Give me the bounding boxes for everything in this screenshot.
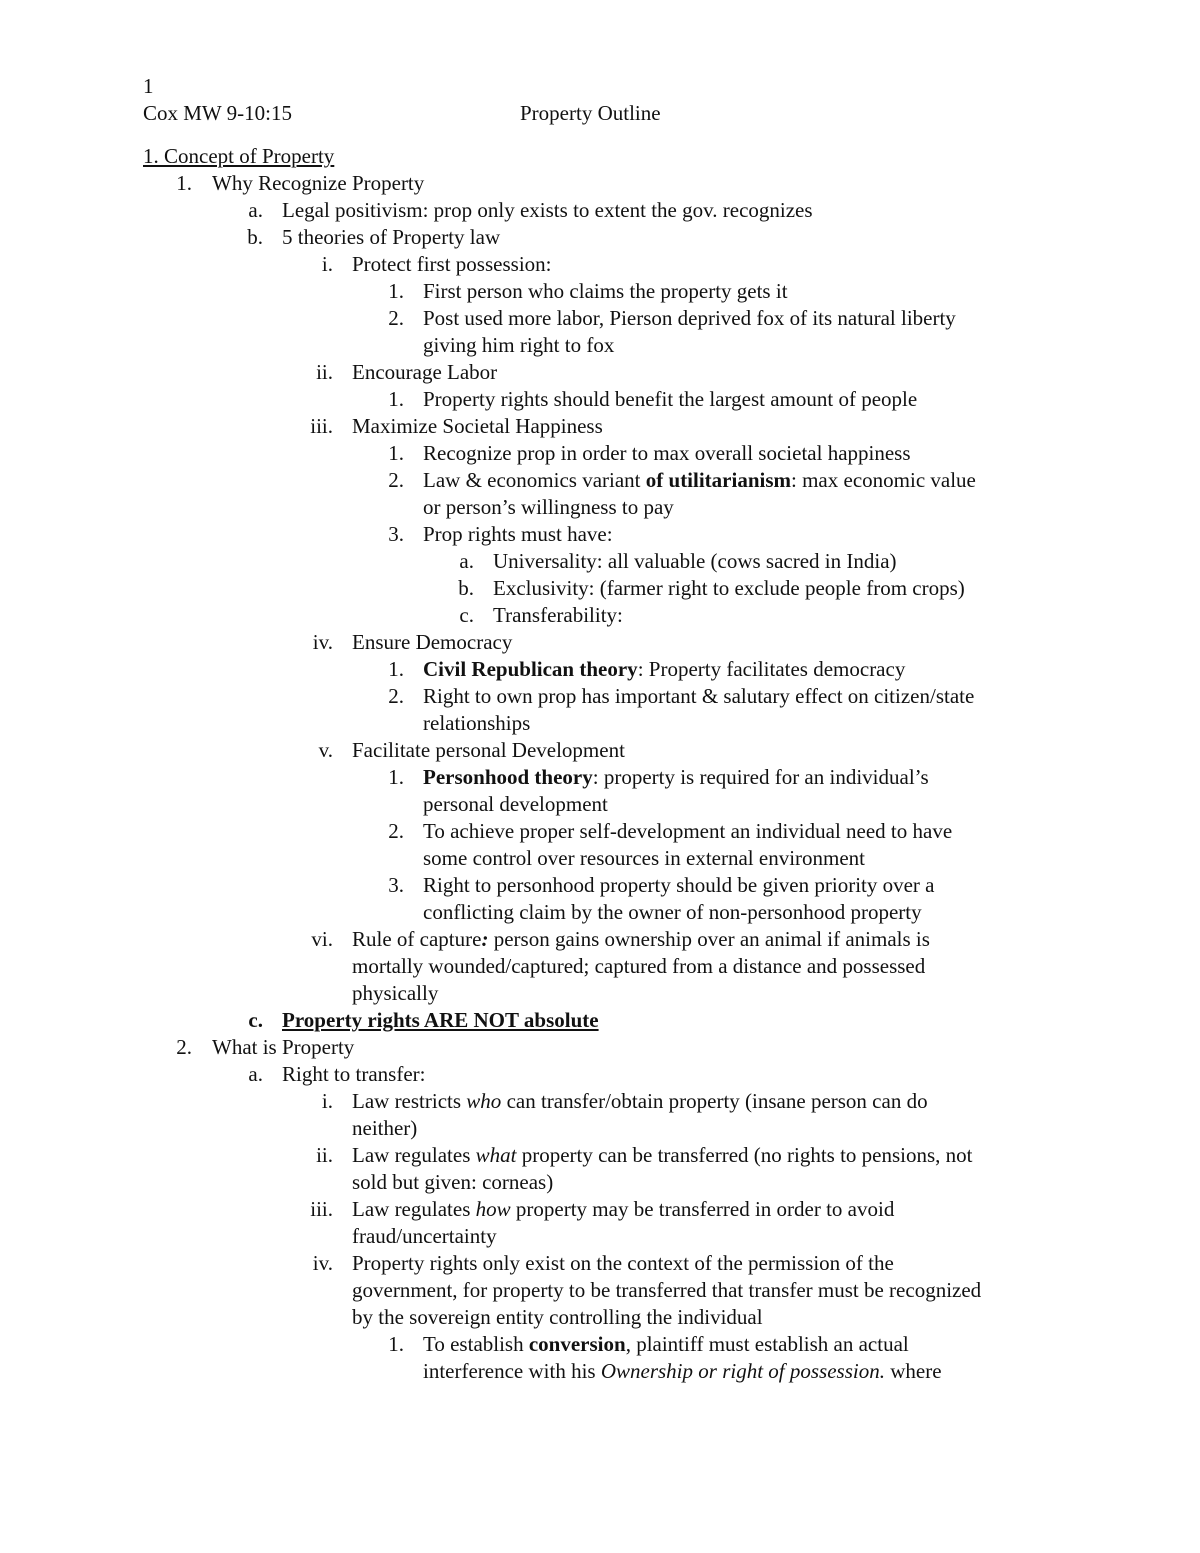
text-run: how bbox=[475, 1197, 511, 1221]
outline-text bbox=[423, 305, 956, 332]
text-run: fraud/uncertainty bbox=[352, 1224, 497, 1248]
outline-text bbox=[352, 980, 438, 1007]
text-run: First person who claims the property gets it bbox=[423, 279, 788, 303]
text-run: 5 theories of Property law bbox=[282, 225, 501, 249]
text-run: Law regulates bbox=[352, 1197, 476, 1221]
outline-text bbox=[352, 1115, 417, 1142]
outline-text bbox=[352, 1169, 553, 1196]
text-run: To establish bbox=[423, 1332, 529, 1356]
outline-text bbox=[352, 926, 930, 953]
text-run: Ensure Democracy bbox=[352, 630, 513, 654]
outline-text bbox=[212, 1034, 354, 1061]
outline-marker: 3. bbox=[388, 873, 404, 897]
text-run: Transferability: bbox=[493, 603, 623, 627]
text-run: Protect first possession: bbox=[352, 252, 552, 276]
outline-text bbox=[282, 197, 813, 224]
outline-text bbox=[143, 143, 334, 170]
outline-marker: c. bbox=[459, 603, 474, 627]
text-run: : bbox=[481, 927, 489, 951]
text-run: Prop rights must have: bbox=[423, 522, 613, 546]
outline-marker: 1. bbox=[388, 279, 404, 303]
outline-text bbox=[352, 1196, 894, 1223]
text-run: relationships bbox=[423, 711, 531, 735]
outline-text bbox=[352, 359, 497, 386]
text-run: sold but given: corneas) bbox=[352, 1170, 554, 1194]
text-run: Post used more labor, Pierson deprived fox of its natural liberty bbox=[423, 306, 956, 330]
text-run: Recognize prop in order to max overall societal happiness bbox=[423, 441, 911, 465]
text-run: person gains ownership over an animal if animals is bbox=[488, 927, 930, 951]
text-run: property may be transferred in order to avoid bbox=[510, 1197, 895, 1221]
text-run: personal development bbox=[423, 792, 608, 816]
outline-text bbox=[282, 1061, 425, 1088]
text-run: : Property facilitates democracy bbox=[637, 657, 906, 681]
outline-text bbox=[352, 953, 925, 980]
outline-marker: 2. bbox=[388, 468, 404, 492]
outline-text bbox=[493, 602, 623, 629]
outline-marker: 2. bbox=[176, 1035, 192, 1059]
outline-marker: 2. bbox=[388, 819, 404, 843]
outline-marker: iii. bbox=[310, 414, 333, 438]
outline-marker: b. bbox=[247, 225, 263, 249]
outline-text bbox=[212, 170, 424, 197]
outline-text bbox=[423, 440, 911, 467]
text-run: Right to personhood property should be given priority over a bbox=[423, 873, 935, 897]
outline-text bbox=[352, 1277, 981, 1304]
outline-text bbox=[352, 737, 625, 764]
text-run: Law restricts bbox=[352, 1089, 467, 1113]
text-run: can transfer/obtain property (insane person can do bbox=[501, 1089, 928, 1113]
outline-text bbox=[493, 575, 965, 602]
outline-text bbox=[423, 710, 530, 737]
outline-text bbox=[423, 683, 974, 710]
outline-text bbox=[352, 1142, 973, 1169]
outline-text bbox=[493, 548, 897, 575]
text-run: Law & economics variant bbox=[423, 468, 646, 492]
text-run: mortally wounded/captured; captured from a distance and possessed bbox=[352, 954, 926, 978]
text-run: conflicting claim by the owner of non-personhood property bbox=[423, 900, 922, 924]
text-run: by the sovereign entity controlling the individual bbox=[352, 1305, 763, 1329]
text-run: physically bbox=[352, 981, 439, 1005]
text-run: Universality: all valuable (cows sacred in India) bbox=[493, 549, 897, 573]
outline-text bbox=[423, 1358, 942, 1385]
text-run: Facilitate personal Development bbox=[352, 738, 625, 762]
outline-marker: a. bbox=[248, 1062, 263, 1086]
outline-text bbox=[352, 1250, 894, 1277]
text-run: Personhood theory bbox=[423, 765, 593, 789]
outline-marker: ii. bbox=[316, 1143, 333, 1167]
outline-text bbox=[352, 629, 512, 656]
text-run: interference with his bbox=[423, 1359, 601, 1383]
outline-marker: 1. bbox=[176, 171, 192, 195]
outline-text bbox=[423, 845, 865, 872]
outline-text bbox=[423, 467, 976, 494]
text-run: To achieve proper self-development an individual need to have bbox=[423, 819, 953, 843]
outline-marker: vi. bbox=[311, 927, 333, 951]
outline-text bbox=[423, 494, 674, 521]
text-run: or person’s willingness to pay bbox=[423, 495, 674, 519]
text-run: Maximize Societal Happiness bbox=[352, 414, 603, 438]
text-run: Exclusivity: (farmer right to exclude people from crops) bbox=[493, 576, 965, 600]
outline-marker: iv. bbox=[312, 630, 333, 654]
outline-marker: v. bbox=[318, 738, 333, 762]
text-run: , plaintiff must establish an actual bbox=[625, 1332, 909, 1356]
outline-text bbox=[352, 413, 603, 440]
text-run: Rule of capture bbox=[352, 927, 482, 951]
outline-text bbox=[423, 386, 917, 413]
text-run: Property rights should benefit the largest amount of people bbox=[423, 387, 918, 411]
outline-text bbox=[423, 278, 788, 305]
text-run: : max economic value bbox=[791, 468, 976, 492]
outline-marker: 1. bbox=[388, 657, 404, 681]
outline-marker: b. bbox=[458, 576, 474, 600]
outline-marker: 2. bbox=[388, 306, 404, 330]
text-run: 1. Concept of Property bbox=[143, 144, 335, 168]
text-run: Civil Republican theory bbox=[423, 657, 638, 681]
text-run: neither) bbox=[352, 1116, 418, 1140]
outline-marker: 1. bbox=[388, 387, 404, 411]
text-run: Legal positivism: prop only exists to extent the gov. recognizes bbox=[282, 198, 813, 222]
outline-marker: 1. bbox=[388, 1332, 404, 1356]
outline-marker: a. bbox=[459, 549, 474, 573]
outline-marker: 2. bbox=[388, 684, 404, 708]
outline-text bbox=[352, 251, 552, 278]
outline-marker: i. bbox=[321, 252, 333, 276]
text-run: who bbox=[466, 1089, 502, 1113]
text-run: Ownership or right of possession. bbox=[600, 1359, 885, 1383]
text-run: Property rights ARE NOT absolute bbox=[282, 1008, 599, 1032]
outline-marker: c. bbox=[248, 1008, 263, 1032]
text-run: giving him right to fox bbox=[423, 333, 615, 357]
text-run: government, for property to be transferred that transfer must be recognized bbox=[352, 1278, 982, 1302]
outline-marker: i. bbox=[321, 1089, 333, 1113]
outline-marker: 3. bbox=[388, 522, 404, 546]
text-run: : property is required for an individual’s bbox=[592, 765, 929, 789]
text-run: of utilitarianism bbox=[645, 468, 792, 492]
text-run: what bbox=[475, 1143, 517, 1167]
outline-text bbox=[282, 1007, 599, 1034]
outline-text bbox=[352, 1088, 928, 1115]
outline-text bbox=[423, 791, 608, 818]
document-title: Property Outline bbox=[520, 101, 661, 125]
text-run: where bbox=[884, 1359, 942, 1383]
outline-text bbox=[423, 899, 922, 926]
outline-marker: iv. bbox=[312, 1251, 333, 1275]
outline-text bbox=[423, 818, 952, 845]
text-run: What is Property bbox=[212, 1035, 355, 1059]
text-run: property can be transferred (no rights to pensions, not bbox=[516, 1143, 973, 1167]
outline-text bbox=[282, 224, 500, 251]
outline-marker: ii. bbox=[316, 360, 333, 384]
outline-marker: 1. bbox=[388, 765, 404, 789]
page-number: 1 bbox=[143, 74, 154, 98]
outline-text bbox=[423, 872, 935, 899]
text-run: Encourage Labor bbox=[352, 360, 498, 384]
text-run: conversion bbox=[528, 1332, 626, 1356]
outline-marker: a. bbox=[248, 198, 263, 222]
text-run: Property rights only exist on the context of the permission of the bbox=[352, 1251, 894, 1275]
outline-text bbox=[352, 1223, 497, 1250]
outline-text bbox=[423, 764, 929, 791]
text-run: Right to own prop has important & salutary effect on citizen/state bbox=[423, 684, 975, 708]
text-run: Why Recognize Property bbox=[212, 171, 425, 195]
text-run: some control over resources in external environment bbox=[423, 846, 866, 870]
outline-text bbox=[423, 332, 614, 359]
course-info: Cox MW 9-10:15 bbox=[143, 101, 292, 125]
outline-text bbox=[423, 1331, 909, 1358]
outline-marker: iii. bbox=[310, 1197, 333, 1221]
outline-text bbox=[352, 1304, 763, 1331]
text-run: Right to transfer: bbox=[282, 1062, 426, 1086]
outline-text bbox=[423, 656, 905, 683]
text-run: Law regulates bbox=[352, 1143, 476, 1167]
outline-marker: 1. bbox=[388, 441, 404, 465]
outline-text bbox=[423, 521, 613, 548]
